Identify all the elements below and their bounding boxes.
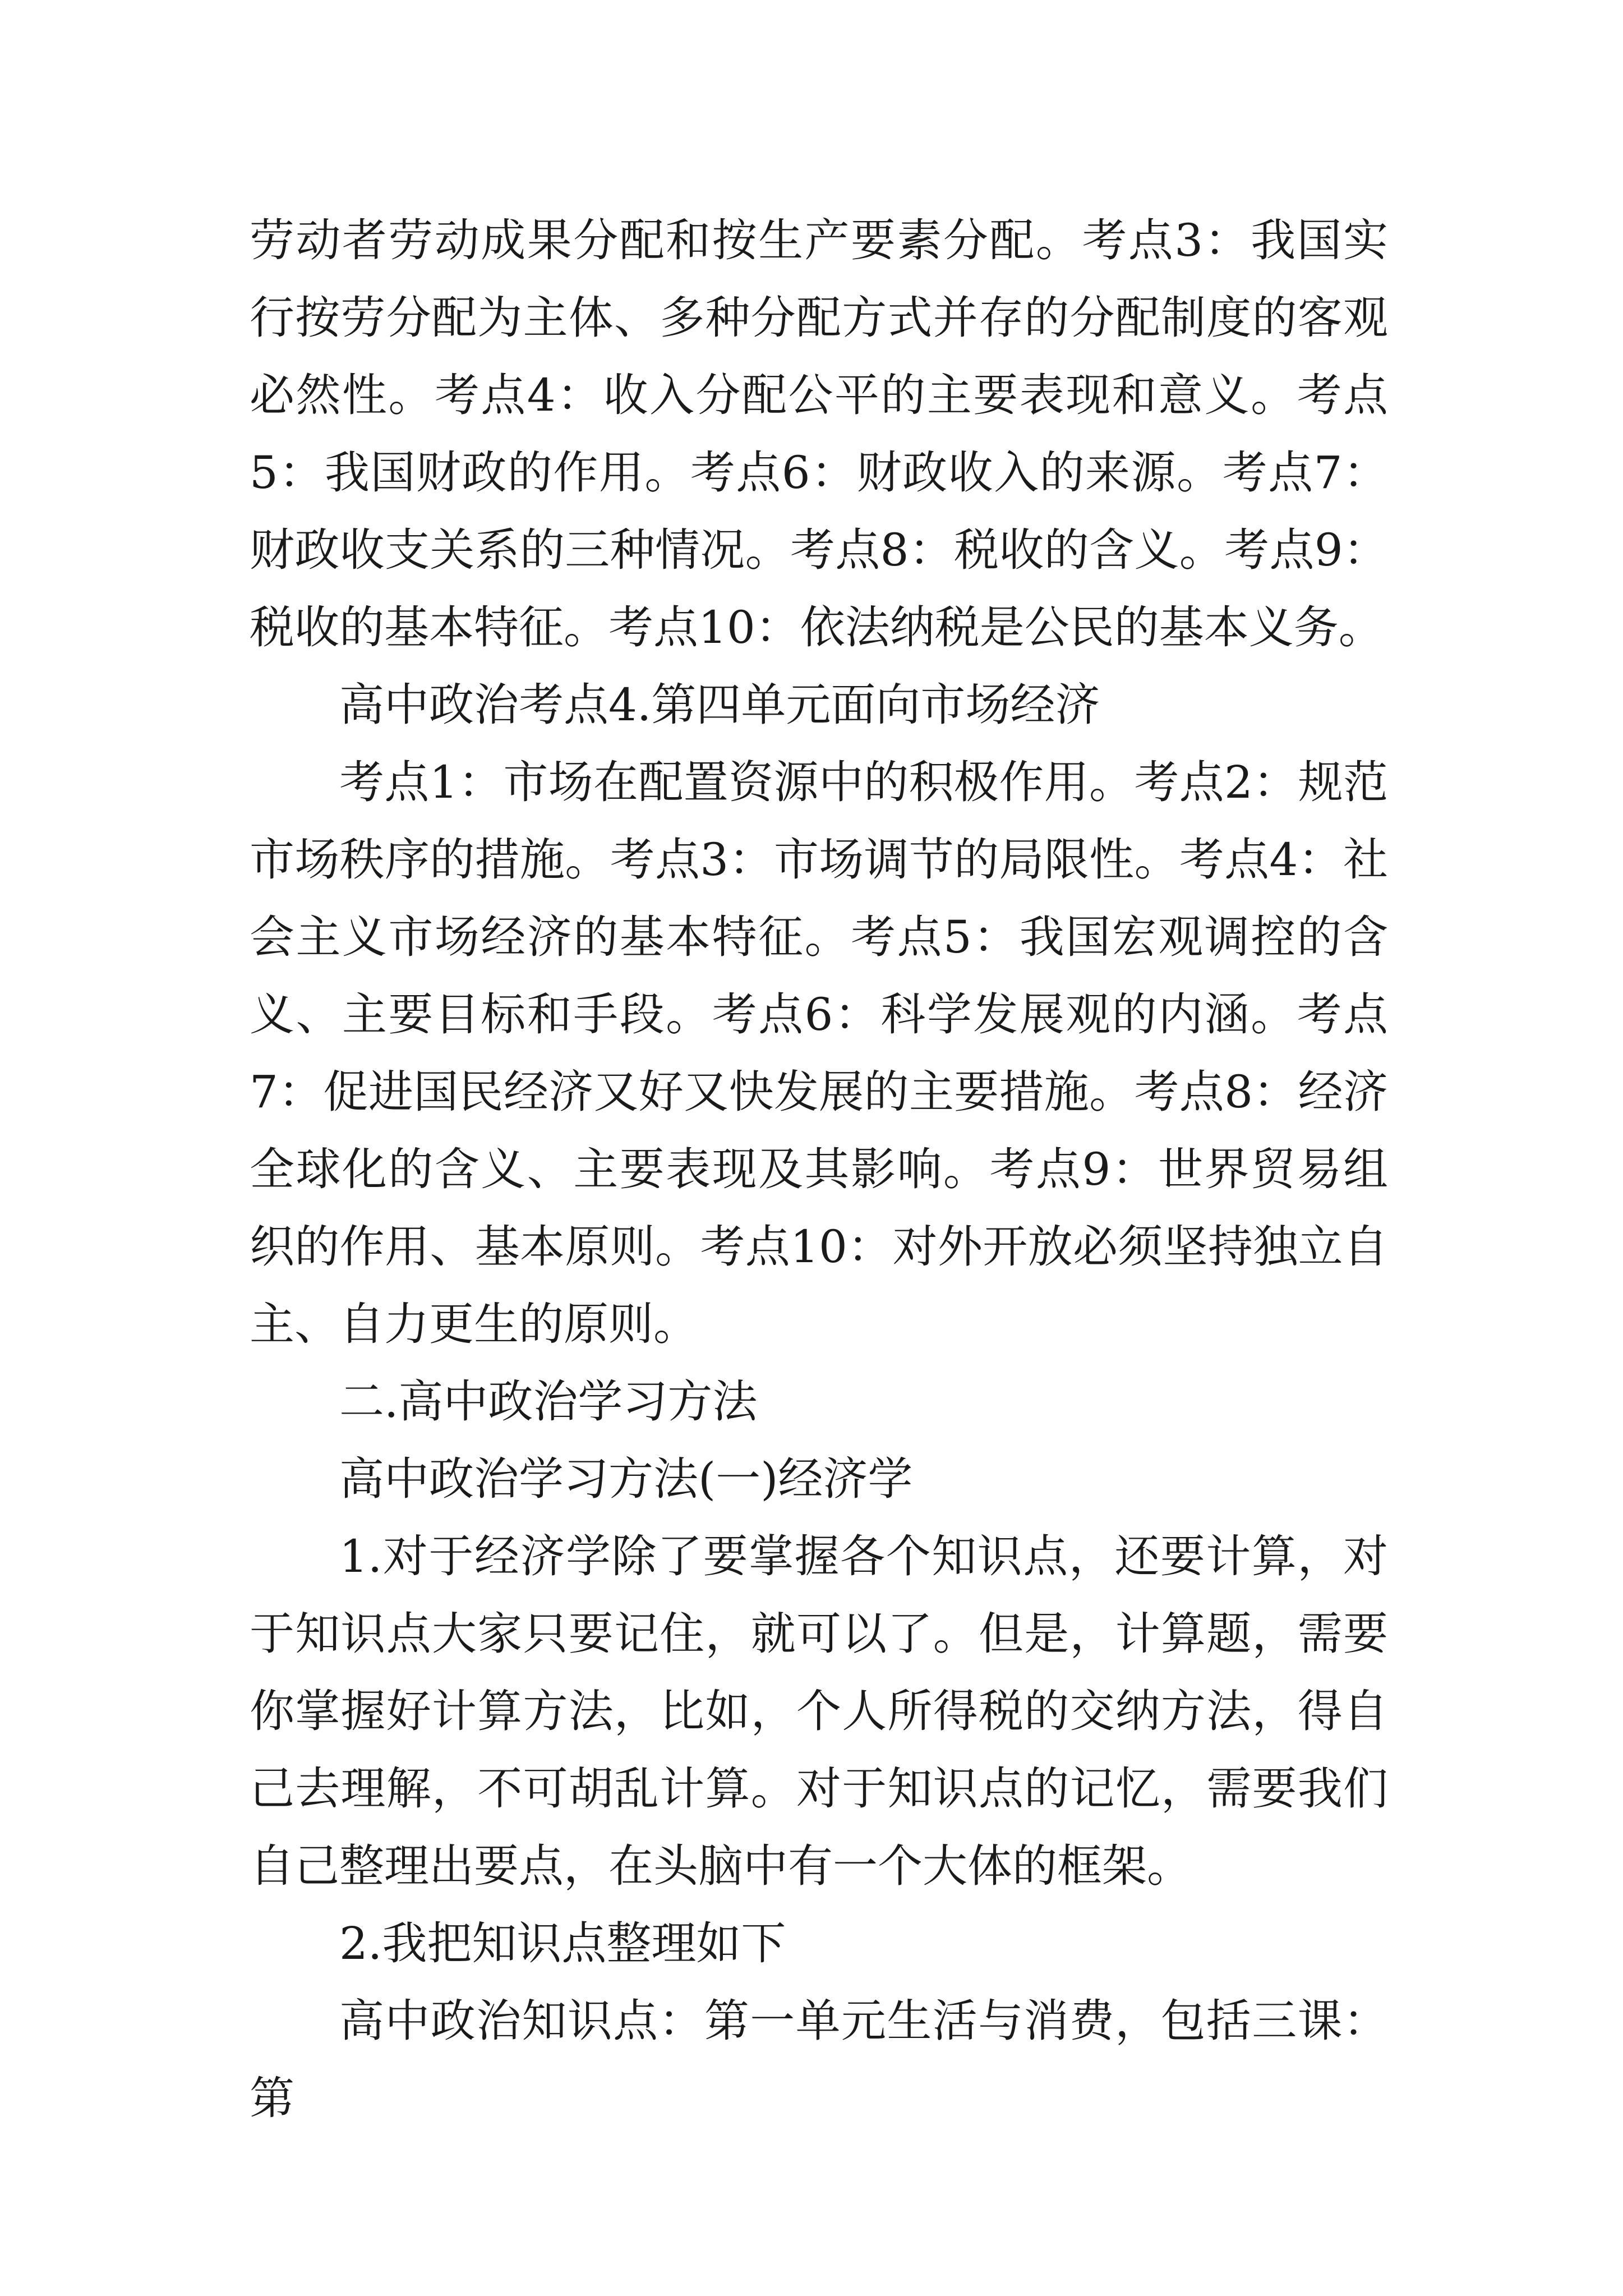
paragraph-economics-method-2: 2.我把知识点整理如下 bbox=[339, 1917, 786, 1970]
paragraph-unit4-heading: 高中政治考点4.第四单元面向市场经济 bbox=[339, 679, 1100, 731]
paragraph-income-distribution-points: 劳动者劳动成果分配和按生产要素分配。考点3：我国实行按劳分配为主体、多种分配方式并存的分配制度的客观必然性。考点4：收入分配公平的主要表现和意义。考点5：我国财政的作用。考点6：财政收入的来源。考点7：财政收支关系的三种情况。考点8：税收的含义。考点9：税收的基本特征。考点10：依法纳税是公民的基本义务。 bbox=[250, 214, 1388, 654]
paragraph-unit1-knowledge: 高中政治知识点：第一单元生活与消费，包括三课：第 bbox=[250, 1995, 1388, 2124]
paragraph-economics-method-1: 1.对于经济学除了要掌握各个知识点，还要计算，对于知识点大家只要记住，就可以了。但是，计算题，需要你掌握好计算方法，比如，个人所得税的交纳方法，得自己去理解，不可胡乱计算。对于知识点的记忆，需要我们自己整理出要点，在头脑中有一个大体的框架。 bbox=[250, 1530, 1388, 1892]
subsection-heading-economics: 高中政治学习方法(一)经济学 bbox=[339, 1453, 913, 1505]
section-heading-study-methods: 二.高中政治学习方法 bbox=[339, 1375, 758, 1428]
document-body bbox=[250, 202, 1388, 2137]
paragraph-market-economy-points: 考点1：市场在配置资源中的积极作用。考点2：规范市场秩序的措施。考点3：市场调节的局限性。考点4：社会主义市场经济的基本特征。考点5：我国宏观调控的含义、主要目标和手段。考点6：科学发展观的内涵。考点7：促进国民经济又好又快发展的主要措施。考点8：经济全球化的含义、主要表现及其影响。考点9：世界贸易组织的作用、基本原则。考点10：对外开放必须坚持独立自主、自力更生的原则。 bbox=[250, 756, 1388, 1350]
